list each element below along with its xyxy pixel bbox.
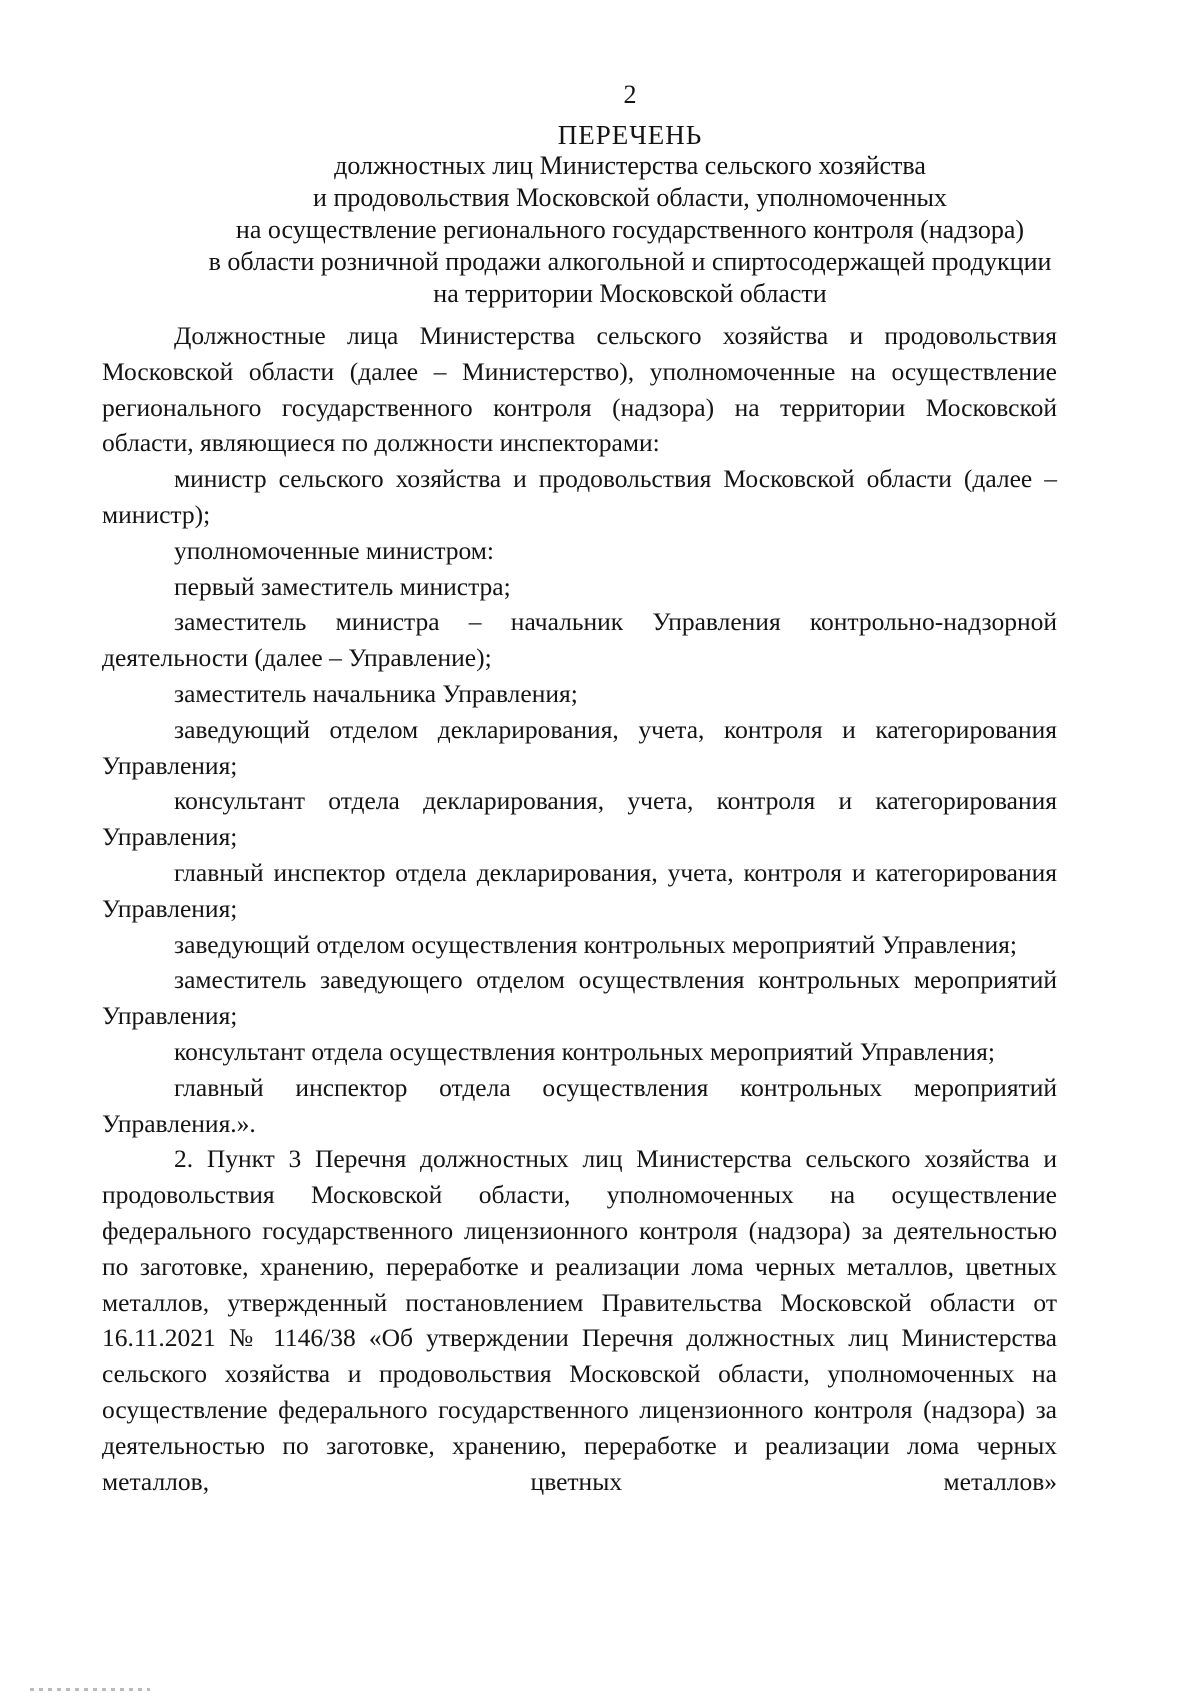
scan-artifact	[30, 1688, 150, 1691]
list-item: главный инспектор отдела осуществления контрольных мероприятий Управления.».	[102, 1072, 1057, 1138]
document-body	[102, 318, 1057, 1499]
list-item: консультант отдела осуществления контрольных мероприятий Управления;	[174, 1036, 995, 1066]
list-item: уполномоченные министром:	[174, 535, 495, 565]
list-item: первый заместитель министра;	[174, 571, 511, 601]
list-item: заведующий отделом осуществления контрольных мероприятий Управления;	[174, 929, 1017, 959]
list-item: заведующий отделом декларирования, учета, контроля и категорирования Управления;	[102, 714, 1057, 780]
list-item: консультант отдела декларирования, учета, контроля и категорирования Управления;	[102, 786, 1057, 852]
document-title: ПЕРЕЧЕНЬ	[557, 120, 703, 150]
list-item: главный инспектор отдела декларирования, учета, контроля и категорирования Управления;	[102, 857, 1057, 923]
subtitle-line: на осуществление регионального государственного контроля (надзора)	[235, 215, 1025, 244]
subtitle-line: на территории Московской области	[433, 279, 827, 308]
document-subtitle	[100, 150, 1160, 310]
subtitle-line: и продовольствия Московской области, уполномоченных	[313, 183, 947, 212]
list-item: заместитель заведующего отделом осуществления контрольных мероприятий Управления;	[102, 965, 1057, 1031]
list-item: заместитель начальника Управления;	[174, 678, 578, 708]
point-2-paragraph: 2. Пункт 3 Перечня должностных лиц Министерства сельского хозяйства и продовольствия Московской области, уполномоченных на осуществление федерального государственного лицензионного контроля (надзора) за деятельностью по заготовке, хранению, переработке и реализации лома черных металлов, цветных металлов, утвержденный постановлением Правительства Московской области от 16.11.2021 № 1146/38 «Об утверждении Перечня должностных лиц Министерства сельского хозяйства и продовольствия Московской области, уполномоченных на осуществление федерального государственного лицензионного контроля (надзора) за деятельностью по заготовке, хранению, переработке и реализации лома черных металлов, цветных металлов»	[102, 1144, 1057, 1496]
subtitle-line: должностных лиц Министерства сельского хозяйства	[334, 151, 926, 180]
list-item: заместитель министра – начальник Управления контрольно-надзорной деятельности (далее – Управление);	[102, 607, 1057, 673]
intro-paragraph: Должностные лица Министерства сельского хозяйства и продовольствия Московской области (далее – Министерство), уполномоченные на осуществление регионального государственного контроля (надзора) на территории Московской области, являющиеся по должности инспекторами:	[102, 321, 1057, 458]
subtitle-line: в области розничной продажи алкогольной и спиртосодержащей продукции	[208, 247, 1052, 276]
page-number: 2	[623, 80, 637, 109]
list-item: министр сельского хозяйства и продовольствия Московской области (далее – министр);	[102, 464, 1057, 529]
